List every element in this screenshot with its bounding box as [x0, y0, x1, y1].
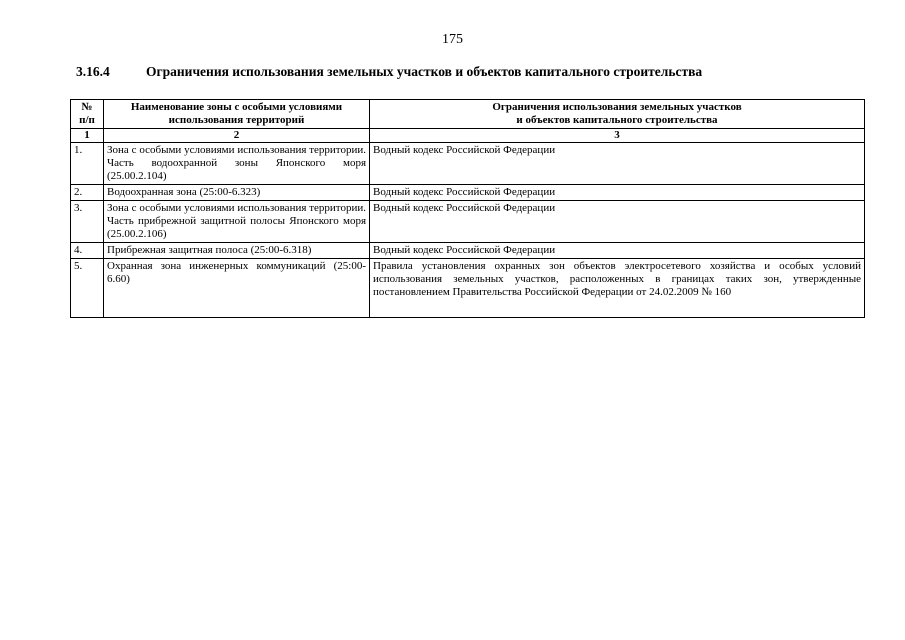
row-number: 3.: [71, 201, 104, 243]
header-number-line1: №: [81, 101, 93, 113]
header-restrictions: [370, 100, 865, 129]
table-header-row: [71, 100, 865, 129]
row-number: 4.: [71, 243, 104, 259]
header-number-line2: п/п: [79, 114, 95, 126]
restrictions-table: [70, 99, 865, 318]
row-number: 2.: [71, 185, 104, 201]
column-number-row: [71, 129, 865, 143]
header-zone-name-line2: использования территорий: [168, 114, 305, 126]
zone-name-cell: Водоохранная зона (25:00-6.323): [104, 185, 370, 201]
section-number: 3.16.4: [76, 64, 110, 79]
restriction-cell: Водный кодекс Российской Федерации: [370, 185, 865, 201]
table-row: [71, 259, 865, 318]
column-number-3: 3: [370, 129, 865, 143]
restriction-cell: Правила установления охранных зон объектов электросетевого хозяйства и особых условий использования земельных участков, расположенных в границах таких зон, утвержденные постановлением Правительства Российской Федерации от 24.02.2009 № 160: [370, 259, 865, 318]
header-restrictions-line1: Ограничения использования земельных участков: [492, 101, 742, 113]
header-restrictions-line2: и объектов капитального строительства: [516, 114, 718, 126]
restriction-cell: Водный кодекс Российской Федерации: [370, 143, 865, 185]
column-number-2: 2: [104, 129, 370, 143]
zone-name-cell: Зона с особыми условиями использования территории. Часть прибрежной защитной полосы Японского моря (25.00.2.106): [104, 201, 370, 243]
table-row: [71, 143, 865, 185]
header-zone-name: [104, 100, 370, 129]
row-number: 5.: [71, 259, 104, 318]
table-row: [71, 185, 865, 201]
table-row: [71, 243, 865, 259]
table-row: [71, 201, 865, 243]
zone-name-cell: Зона с особыми условиями использования территории. Часть водоохранной зоны Японского моря (25.00.2.104): [104, 143, 370, 185]
row-number: 1.: [71, 143, 104, 185]
restriction-cell: Водный кодекс Российской Федерации: [370, 243, 865, 259]
zone-name-cell: Охранная зона инженерных коммуникаций (25:00-6.60): [104, 259, 370, 318]
header-zone-name-line1: Наименование зоны с особыми условиями: [130, 101, 343, 113]
section-heading: [76, 64, 702, 80]
section-title: Ограничения использования земельных участков и объектов капитального строительства: [146, 64, 703, 79]
column-number-1: 1: [71, 129, 104, 143]
restriction-cell: Водный кодекс Российской Федерации: [370, 201, 865, 243]
header-number: [71, 100, 104, 129]
zone-name-cell: Прибрежная защитная полоса (25:00-6.318): [104, 243, 370, 259]
page-number: 175: [442, 32, 463, 47]
